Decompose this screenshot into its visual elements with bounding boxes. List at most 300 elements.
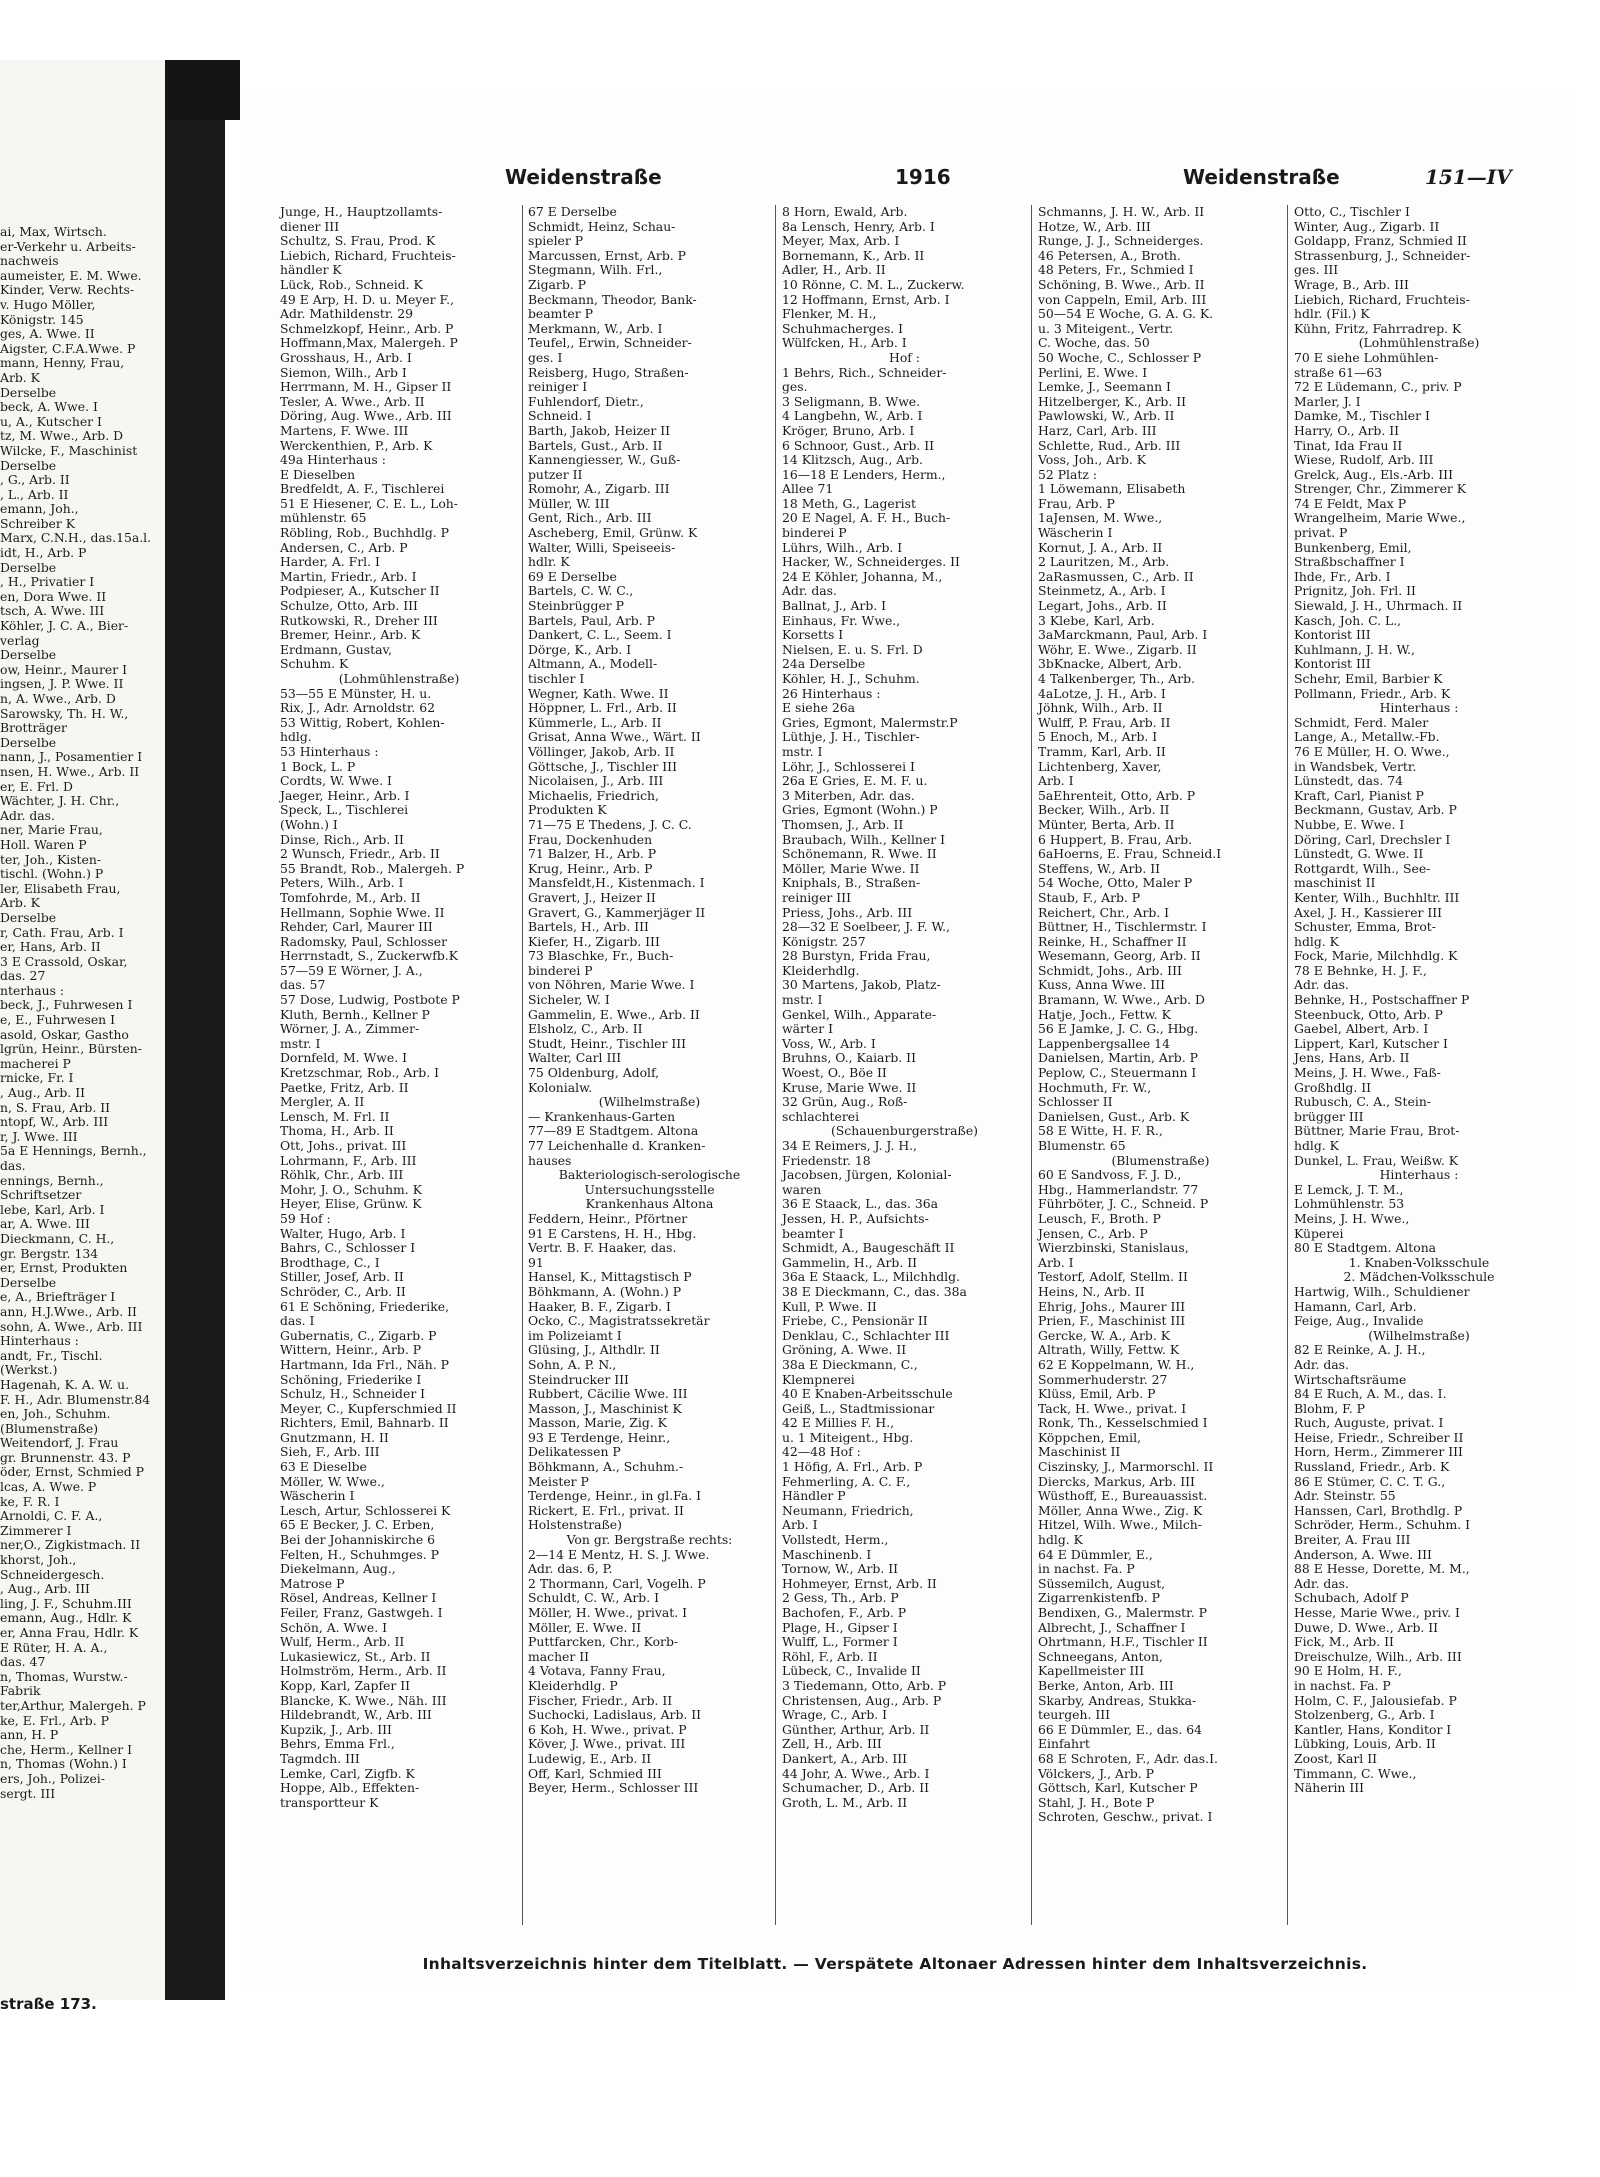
fragment-entry: Brotträger: [0, 720, 67, 736]
directory-entry: Reinke, H., Schaffner II: [1038, 933, 1187, 949]
directory-entry: 66 E Dümmler, E., das. 64: [1038, 1721, 1203, 1737]
directory-entry: Lappenbergsallee 14: [1038, 1035, 1170, 1051]
directory-entry: Vollstedt, Herm.,: [782, 1532, 889, 1548]
directory-entry: Staub, F., Arb. P: [1038, 889, 1141, 905]
directory-entry: Russland, Friedr., Arb. K: [1294, 1459, 1450, 1475]
directory-entry: 6 Schnoor, Gust., Arb. II: [782, 437, 935, 453]
column-divider: [1031, 205, 1032, 1925]
fragment-entry: nachweis: [0, 253, 59, 269]
directory-entry: 53—55 E Münster, H. u.: [280, 685, 432, 701]
directory-entry: Gravert, J., Heizer II: [528, 889, 656, 905]
directory-entry: 2 Wunsch, Friedr., Arb. II: [280, 846, 440, 862]
directory-entry: Bahrs, C., Schlosser I: [280, 1240, 416, 1256]
directory-entry: Ciszinsky, J., Marmorschl. II: [1038, 1459, 1214, 1475]
directory-entry: Röhlk, Chr., Arb. III: [280, 1167, 404, 1183]
directory-entry: 80 E Stadtgem. Altona: [1294, 1240, 1437, 1256]
directory-entry: Schmidt, Heinz, Schau-: [528, 218, 676, 234]
directory-entry: Maschinist II: [1038, 1444, 1121, 1460]
directory-entry: brügger III: [1294, 1108, 1364, 1124]
directory-entry: 24 E Köhler, Johanna, M.,: [782, 568, 943, 584]
directory-entry: Blancke, K. Wwe., Näh. III: [280, 1692, 447, 1708]
directory-entry: Schmanns, J. H. W., Arb. II: [1038, 204, 1205, 219]
directory-entry: Hinterhaus :: [1379, 700, 1459, 716]
directory-entry: Lück, Rob., Schneid. K: [280, 276, 423, 292]
directory-entry: Plage, H., Gipser I: [782, 1619, 898, 1635]
directory-entry: Dinse, Rich., Arb. II: [280, 831, 404, 847]
directory-entry: Grisat, Anna Wwe., Wärt. II: [528, 729, 701, 745]
directory-entry: Krankenhaus Altona: [585, 1196, 714, 1212]
fragment-entry: lcas, A. Wwe. P: [0, 1479, 97, 1495]
directory-entry: Reichert, Chr., Arb. I: [1038, 904, 1170, 920]
directory-entry: Rix, J., Adr. Arnoldstr. 62: [280, 700, 436, 716]
directory-entry: Kruse, Marie Wwe. II: [782, 1079, 917, 1095]
directory-entry: hdlg. K: [1038, 1532, 1083, 1548]
directory-entry: 61 E Schöning, Friederike,: [280, 1298, 450, 1314]
directory-entry: Schumacher, D., Arb. II: [782, 1780, 929, 1796]
directory-entry: Bramann, W. Wwe., Arb. D: [1038, 992, 1205, 1008]
fragment-entry: ges, A. Wwe. II: [0, 326, 95, 342]
directory-entry: Testorf, Adolf, Stellm. II: [1038, 1269, 1188, 1285]
directory-entry: Kraft, Carl, Pianist P: [1294, 787, 1424, 803]
directory-entry: Döring, Carl, Drechsler I: [1294, 831, 1451, 847]
directory-entry: Schubach, Adolf P: [1294, 1590, 1409, 1606]
directory-entry: 6aHoerns, E. Frau, Schneid.I: [1038, 846, 1222, 862]
directory-entry: Schroten, Geschw., privat. I: [1038, 1809, 1213, 1825]
directory-entry: Fischer, Friedr., Arb. II: [528, 1692, 673, 1708]
directory-entry: Hohmeyer, Ernst, Arb. II: [782, 1575, 937, 1591]
directory-entry: Dreischulze, Wilh., Arb. III: [1294, 1648, 1462, 1664]
directory-entry: Priess, Johs., Arb. III: [782, 904, 913, 920]
fragment-entry: u, A., Kutscher I: [0, 413, 102, 429]
directory-entry: Kull, P. Wwe. II: [782, 1298, 877, 1314]
fragment-entry: Arb. K: [0, 895, 40, 911]
fragment-entry: er, E. Frl. D: [0, 778, 73, 794]
fragment-entry: , H., Privatier I: [0, 574, 95, 590]
fragment-entry: Arnoldi, C. F. A.,: [0, 1508, 103, 1524]
directory-entry: Sicheler, W. I: [528, 992, 610, 1008]
directory-entry: Hotze, W., Arb. III: [1038, 218, 1151, 234]
directory-entry: Voss, W., Arb. I: [782, 1035, 876, 1051]
directory-entry: 20 E Nagel, A. F. H., Buch-: [782, 510, 951, 526]
directory-entry: in nachst. Fa. P: [1038, 1561, 1135, 1577]
directory-entry: 50 Woche, C., Schlosser P: [1038, 349, 1202, 365]
directory-entry: Marler, J. I: [1294, 393, 1361, 409]
directory-entry: Thoma, H., Arb. II: [280, 1123, 394, 1139]
directory-entry: Legart, Johs., Arb. II: [1038, 598, 1167, 614]
directory-entry: Köver, J. Wwe., privat. III: [528, 1736, 686, 1752]
directory-entry: Studt, Heinr., Tischler III: [528, 1035, 687, 1051]
fragment-entry: ow, Heinr., Maurer I: [0, 661, 127, 677]
directory-entry: Ehrig, Johs., Maurer III: [1038, 1298, 1186, 1314]
column-1: [280, 205, 518, 1925]
directory-entry: 63 E Dieselbe: [280, 1459, 367, 1475]
directory-entry: Büttner, Marie Frau, Brot-: [1294, 1123, 1460, 1139]
directory-entry: Korsetts I: [782, 627, 844, 643]
directory-entry: 42 E Millies F. H.,: [782, 1415, 895, 1431]
directory-entry: Göttsch, Karl, Kutscher P: [1038, 1780, 1198, 1796]
directory-entry: Harry, O., Arb. II: [1294, 422, 1399, 438]
fragment-entry: er, Anna Frau, Hdlr. K: [0, 1625, 139, 1640]
directory-entry: Böhkmann, A. (Wohn.) P: [528, 1283, 682, 1299]
book-spine: [165, 60, 225, 2000]
directory-entry: Rottgardt, Wilh., See-: [1294, 860, 1431, 876]
column-2: [528, 205, 771, 1925]
directory-entry: 38a E Dieckmann, C.,: [782, 1356, 918, 1372]
directory-entry: Ott, Johs., privat. III: [280, 1138, 407, 1153]
directory-entry: Kontorist III: [1294, 656, 1371, 672]
directory-entry: Sieh, F., Arb. III: [280, 1444, 380, 1460]
directory-entry: 64 E Dümmler, E.,: [1038, 1546, 1153, 1562]
directory-entry: Masson, Marie, Zig. K: [528, 1415, 667, 1431]
directory-entry: Hof :: [889, 349, 920, 365]
directory-entry: Zigarrenkistenfb. P: [1038, 1590, 1160, 1606]
fragment-entry: Schreiber K: [0, 515, 76, 531]
directory-entry: beamter P: [528, 306, 593, 322]
directory-entry: Barth, Jakob, Heizer II: [528, 422, 670, 438]
directory-entry: Lüthje, J. H., Tischler-: [782, 729, 920, 745]
directory-entry: Diercks, Markus, Arb. III: [1038, 1473, 1195, 1489]
directory-entry: Adr. Steinstr. 55: [1294, 1488, 1396, 1504]
directory-entry: Bredfeldt, A. F., Tischlerei: [280, 481, 445, 497]
directory-entry: Lichtenberg, Xaver,: [1038, 758, 1162, 774]
directory-entry: Suchocki, Ladislaus, Arb. II: [528, 1707, 702, 1723]
fragment-entry: e, E., Fuhrwesen I: [0, 1012, 115, 1028]
directory-entry: 71—75 E Thedens, J. C. C.: [528, 816, 692, 832]
directory-entry: Wülfcken, H., Arb. I: [782, 335, 907, 351]
directory-entry: Dunkel, L. Frau, Weißw. K: [1294, 1152, 1459, 1168]
fragment-entry: (Blumenstraße): [0, 1420, 99, 1436]
directory-entry: Meyer, Max, Arb. I: [782, 233, 900, 249]
fragment-entry: Hagenah, K. A. W. u.: [0, 1376, 130, 1392]
directory-entry: Adr. das. 6, P.: [528, 1561, 613, 1577]
directory-entry: Lukasiewicz, St., Arb. II: [280, 1648, 431, 1664]
directory-entry: 10 Rönne, C. M. L., Zuckerw.: [782, 276, 965, 292]
directory-entry: Blohm, F. P: [1294, 1400, 1366, 1416]
directory-entry: Kannengiesser, W., Guß-: [528, 452, 681, 468]
directory-entry: Frau, Arb. P: [1038, 495, 1115, 511]
directory-entry: Zigarb. P: [528, 276, 586, 292]
fragment-entry: Fabrik: [0, 1683, 41, 1699]
directory-entry: Cordts, W. Wwe. I: [280, 773, 392, 789]
directory-entry: mstr. I: [782, 743, 823, 759]
fragment-entry: ingsen, J. P. Wwe. II: [0, 676, 124, 692]
directory-entry: Woest, O., Böe II: [782, 1065, 887, 1081]
directory-entry: Timmann, C. Wwe.,: [1294, 1765, 1417, 1781]
fragment-entry: n, Thomas (Wohn.) I: [0, 1756, 127, 1772]
directory-entry: Kupzik, J., Arb. III: [280, 1721, 392, 1737]
directory-entry: Tack, H. Wwe., privat. I: [1038, 1400, 1187, 1416]
directory-entry: 42—48 Hof :: [782, 1444, 861, 1460]
directory-entry: Ludewig, E., Arb. II: [528, 1750, 652, 1766]
directory-entry: Groth, L. M., Arb. II: [782, 1794, 908, 1810]
directory-entry: ges. I: [528, 349, 563, 365]
directory-entry: Heise, Friedr., Schreiber II: [1294, 1429, 1464, 1445]
directory-entry: Arb. I: [782, 1517, 818, 1533]
directory-entry: 57—59 E Wörner, J. A.,: [280, 962, 423, 978]
directory-entry: Danielsen, Martin, Arb. P: [1038, 1050, 1198, 1066]
directory-entry: Podpieser, A., Kutscher II: [280, 583, 440, 599]
directory-entry: Allee 71: [782, 481, 834, 497]
directory-entry: Delikatessen P: [528, 1444, 621, 1460]
directory-entry: E siehe 26a: [782, 700, 856, 716]
directory-entry: Tinat, Ida Frau II: [1294, 437, 1403, 453]
directory-entry: u. 3 Miteigent., Vertr.: [1038, 320, 1174, 336]
directory-entry: Brodthage, C., I: [280, 1254, 380, 1270]
column-5: [1294, 205, 1544, 1925]
directory-entry: Albrecht, J., Schaffner I: [1038, 1619, 1186, 1635]
fragment-entry: nann, J., Posamentier I: [0, 749, 143, 765]
directory-entry: Schulze, Otto, Arb. III: [280, 598, 418, 614]
directory-entry: Gravert, G., Kammerjäger II: [528, 904, 706, 920]
directory-entry: Axel, J. H., Kassierer III: [1294, 904, 1443, 920]
directory-entry: Sohn, A. P. N.,: [528, 1356, 617, 1372]
directory-entry: 36 E Staack, L., das. 36a: [782, 1196, 939, 1212]
directory-entry: 73 Blaschke, Fr., Buch-: [528, 948, 674, 964]
directory-entry: Dankert, A., Arb. III: [782, 1750, 908, 1766]
fragment-entry: Weitendorf, J. Frau: [0, 1435, 119, 1451]
fragment-entry: ke, E. Frl., Arb. P: [0, 1712, 109, 1728]
directory-entry: (Lohmühlenstraße): [338, 671, 460, 686]
directory-entry: im Polizeiamt I: [528, 1327, 622, 1343]
directory-entry: 50—54 E Woche, G. A. G. K.: [1038, 306, 1214, 322]
directory-entry: Schmidt, A., Baugeschäft II: [782, 1240, 955, 1256]
directory-entry: Wittern, Heinr., Arb. P: [280, 1342, 422, 1358]
directory-entry: (Wohn.) I: [280, 816, 338, 832]
directory-entry: 18 Meth, G., Lagerist: [782, 495, 916, 511]
directory-entry: Jöhnk, Wilh., Arb. II: [1038, 700, 1163, 716]
directory-entry: Runge, J. J., Schneiderges.: [1038, 233, 1204, 249]
directory-entry: Goldapp, Franz, Schmied II: [1294, 233, 1467, 249]
directory-entry: Meins, J. H. Wwe., Faß-: [1294, 1065, 1441, 1081]
directory-entry: Wirtschaftsräume: [1294, 1371, 1407, 1387]
fragment-entry: gr. Bergstr. 134: [0, 1245, 99, 1261]
directory-entry: das. I: [280, 1313, 315, 1329]
directory-entry: Fock, Marie, Milchhdlg. K: [1294, 948, 1458, 964]
directory-entry: Werckenthien, P., Arb. K: [280, 437, 433, 453]
directory-entry: E Lemck, J. T. M.,: [1294, 1181, 1404, 1197]
directory-entry: privat. P: [1294, 525, 1348, 541]
directory-entry: 6 Koh, H. Wwe., privat. P: [528, 1721, 687, 1737]
directory-entry: Herrmann, M. H., Gipser II: [280, 379, 452, 395]
directory-entry: Schlosser II: [1038, 1094, 1113, 1110]
directory-entry: Meins, J. H. Wwe.,: [1294, 1210, 1410, 1226]
directory-entry: Wrage, B., Arb. III: [1294, 276, 1409, 292]
directory-entry: Adr. das.: [1294, 1575, 1349, 1591]
directory-entry: Bei der Johanniskirche 6: [280, 1532, 436, 1548]
directory-entry: Adr. das.: [782, 583, 837, 599]
fragment-entry: idt, H., Arb. P: [0, 545, 87, 561]
directory-entry: 3 Miterben, Adr. das.: [782, 787, 915, 803]
directory-entry: 51 E Hiesener, C. E. L., Loh-: [280, 495, 458, 511]
directory-entry: händler K: [280, 262, 342, 278]
directory-entry: 44 Johr, A. Wwe., Arb. I: [782, 1765, 930, 1781]
directory-entry: Wierzbinski, Stanislaus,: [1038, 1240, 1189, 1256]
fragment-entry: Arb. K: [0, 369, 40, 385]
directory-entry: Möller, Anna Wwe., Zig. K: [1038, 1502, 1203, 1518]
fragment-entry: , L., Arb. II: [0, 486, 69, 502]
directory-entry: teurgeh. III: [1038, 1707, 1111, 1723]
directory-entry: spieler P: [528, 233, 584, 249]
directory-entry: Puttfarcken, Chr., Korb-: [528, 1634, 679, 1650]
fragment-entry: Adr. das.: [0, 807, 55, 823]
directory-entry: 67 E Derselbe: [528, 204, 617, 219]
fragment-entry: Wilcke, F., Maschinist: [0, 442, 138, 458]
directory-entry: Horn, Herm., Zimmerer III: [1294, 1444, 1463, 1460]
directory-entry: 1 Bock, L. P: [280, 758, 356, 774]
directory-entry: Stiller, Josef, Arb. II: [280, 1269, 404, 1285]
directory-entry: Höppner, L. Frl., Arb. II: [528, 700, 677, 716]
directory-entry: 2 Gess, Th., Arb. P: [782, 1590, 899, 1606]
header-year: 1916: [895, 165, 951, 189]
directory-entry: Gercke, W. A., Arb. K: [1038, 1327, 1170, 1343]
fragment-entry: ennings, Bernh.,: [0, 1172, 104, 1188]
directory-entry: Harder, A. Frl. I: [280, 554, 380, 570]
directory-entry: Möller, Marie Wwe. II: [782, 860, 920, 876]
directory-entry: Winter, Aug., Zigarb. II: [1294, 218, 1440, 234]
directory-entry: Geiß, L., Stadtmissionar: [782, 1400, 935, 1416]
directory-entry: (Lohmühlenstraße): [1358, 335, 1480, 351]
directory-entry: Otto, C., Tischler I: [1294, 204, 1410, 219]
directory-entry: Steinbrügger P: [528, 598, 624, 614]
directory-entry: ges.: [782, 379, 808, 395]
directory-entry: Röhl, F., Arb. II: [782, 1648, 878, 1664]
directory-entry: Schneid. I: [528, 408, 592, 424]
directory-entry: E Dieselben: [280, 466, 356, 482]
directory-entry: Beckmann, Gustav, Arb. P: [1294, 802, 1457, 818]
directory-entry: Völlinger, Jakob, Arb. II: [528, 743, 675, 759]
directory-entry: Königstr. 257: [782, 933, 866, 949]
fragment-entry: Sarowsky, Th. H. W.,: [0, 705, 129, 721]
directory-entry: Lippert, Karl, Kutscher I: [1294, 1035, 1448, 1051]
fragment-entry: lebe, Karl, Arb. I: [0, 1201, 105, 1217]
directory-entry: Richters, Emil, Bahnarb. II: [280, 1415, 449, 1431]
directory-entry: mstr. I: [782, 992, 823, 1008]
directory-entry: 2aRasmussen, C., Arb. II: [1038, 568, 1194, 584]
directory-entry: Heyer, Elise, Grünw. K: [280, 1196, 422, 1212]
directory-entry: Schmelzkopf, Heinr., Arb. P: [280, 320, 454, 336]
directory-entry: 82 E Reinke, A. J. H.,: [1294, 1342, 1426, 1358]
directory-entry: Erdmann, Gustav,: [280, 641, 392, 657]
directory-entry: 54 Woche, Otto, Maler P: [1038, 875, 1193, 891]
directory-entry: 55 Brandt, Rob., Malergeh. P: [280, 860, 465, 876]
directory-entry: Schehr, Emil, Barbier K: [1294, 671, 1443, 686]
directory-entry: 77—89 E Stadtgem. Altona: [528, 1123, 699, 1139]
fragment-entry: emann, Aug., Hdlr. K: [0, 1610, 132, 1626]
directory-entry: mstr. I: [280, 1035, 321, 1051]
directory-entry: Voss, Joh., Arb. K: [1038, 452, 1147, 468]
directory-entry: Bremer, Heinr., Arb. K: [280, 627, 421, 643]
directory-entry: Ballnat, J., Arb. I: [782, 598, 887, 614]
directory-entry: von Cappeln, Emil, Arb. III: [1038, 291, 1207, 307]
directory-entry: Junge, H., Hauptzollamts-: [280, 204, 443, 219]
directory-entry: 74 E Feldt, Max P: [1294, 495, 1407, 511]
fragment-entry: en, Dora Wwe. II: [0, 588, 107, 604]
directory-entry: Dörge, K., Arb. I: [528, 641, 632, 657]
directory-entry: Kapellmeister III: [1038, 1663, 1145, 1679]
header-right-title: Weidenstraße: [1183, 165, 1340, 189]
directory-entry: Flenker, M. H.,: [782, 306, 877, 322]
directory-entry: 68 E Schroten, F., Adr. das.I.: [1038, 1750, 1218, 1766]
directory-entry: Jaeger, Heinr., Arb. I: [280, 787, 410, 803]
directory-entry: C. Woche, das. 50: [1038, 335, 1150, 351]
directory-entry: 84 E Ruch, A. M., das. I.: [1294, 1386, 1447, 1402]
directory-entry: Rutkowski, R., Dreher III: [280, 612, 438, 628]
directory-entry: Produkten K: [528, 802, 607, 818]
directory-entry: 38 E Dieckmann, C., das. 38a: [782, 1283, 967, 1299]
directory-entry: 2. Mädchen-Volksschule: [1343, 1269, 1495, 1285]
directory-entry: Müller, W. III: [528, 495, 610, 511]
directory-entry: u. 1 Miteigent., Hbg.: [782, 1429, 914, 1445]
directory-entry: 72 E Lüdemann, C., priv. P: [1294, 379, 1462, 395]
directory-entry: Gries, Egmont (Wohn.) P: [782, 802, 938, 818]
directory-entry: Skarby, Andreas, Stukka-: [1038, 1692, 1197, 1708]
directory-entry: 4 Langbehn, W., Arb. I: [782, 408, 923, 424]
directory-entry: Hansel, K., Mittagstisch P: [528, 1269, 692, 1285]
directory-entry: Lünstedt, G. Wwe. II: [1294, 846, 1424, 862]
directory-entry: Wäscherin I: [280, 1488, 355, 1504]
directory-entry: Steindrucker III: [528, 1371, 629, 1387]
directory-entry: Marcussen, Ernst, Arb. P: [528, 247, 687, 263]
directory-entry: Rubusch, C. A., Stein-: [1294, 1094, 1431, 1110]
directory-entry: Kontorist III: [1294, 627, 1371, 643]
directory-entry: 69 E Derselbe: [528, 568, 617, 584]
directory-entry: Lesch, Artur, Schlosserei K: [280, 1502, 451, 1518]
directory-entry: Fehmerling, A. C. F.,: [782, 1473, 911, 1489]
fragment-entry: n, Thomas, Wurstw.-: [0, 1668, 128, 1684]
directory-entry: 93 E Terdenge, Heinr.,: [528, 1429, 671, 1445]
directory-entry: 86 E Stümer, C. C. T. G.,: [1294, 1473, 1446, 1489]
directory-entry: Romohr, A., Zigarb. III: [528, 481, 670, 497]
directory-entry: Masson, J., Maschinist K: [528, 1400, 682, 1416]
directory-entry: Führböter, J. C., Schneid. P: [1038, 1196, 1209, 1212]
fragment-entry: Derselbe: [0, 734, 57, 750]
directory-entry: Liebich, Richard, Fruchteis-: [280, 247, 456, 263]
fragment-entry: er-Verkehr u. Arbeits-: [0, 238, 136, 254]
directory-entry: Peters, Wilh., Arb. I: [280, 875, 404, 891]
directory-entry: 53 Hinterhaus :: [280, 743, 379, 759]
directory-entry: Prien, F., Maschinist III: [1038, 1313, 1186, 1329]
directory-entry: 52 Platz :: [1038, 466, 1098, 482]
column-4: [1038, 205, 1283, 1925]
header-page-number: 151—IV: [1425, 165, 1512, 189]
directory-entry: Off, Karl, Schmied III: [528, 1765, 662, 1781]
directory-entry: Röbling, Rob., Buchhdlg. P: [280, 525, 449, 541]
fragment-entry: ai, Max, Wirtsch.: [0, 224, 107, 239]
directory-entry: Felten, H., Schuhmges. P: [280, 1546, 439, 1562]
fragment-entry: lgrün, Heinr., Bürsten-: [0, 1041, 142, 1057]
directory-entry: 75 Oldenburg, Adolf,: [528, 1065, 660, 1081]
directory-entry: Hildebrandt, W., Arb. III: [280, 1707, 432, 1723]
directory-entry: 4 Talkenberger, Th., Arb.: [1038, 671, 1195, 686]
directory-entry: 77 Leichenhalle d. Kranken-: [528, 1138, 706, 1153]
directory-entry: 5 Enoch, M., Arb. I: [1038, 729, 1158, 745]
directory-entry: 3 Klebe, Karl, Arb.: [1038, 612, 1155, 628]
directory-entry: Siewald, J. H., Uhrmach. II: [1294, 598, 1463, 614]
fragment-entry: gr. Brunnenstr. 43. P: [0, 1449, 131, 1465]
directory-entry: 53 Wittig, Robert, Kohlen-: [280, 714, 445, 730]
directory-entry: hdlr. K: [528, 554, 570, 570]
directory-entry: Liebich, Richard, Fruchteis-: [1294, 291, 1470, 307]
directory-entry: 62 E Koppelmann, W. H.,: [1038, 1356, 1195, 1372]
directory-entry: Mansfeldt,H., Kistenmach. I: [528, 875, 705, 891]
directory-entry: Bendixen, G., Malermstr. P: [1038, 1605, 1207, 1620]
directory-entry: Hinterhaus :: [1379, 1167, 1459, 1183]
directory-entry: 88 E Hesse, Dorette, M. M.,: [1294, 1561, 1470, 1577]
fragment-entry: tsch, A. Wwe. III: [0, 603, 105, 619]
directory-entry: 3bKnacke, Albert, Arb.: [1038, 656, 1182, 672]
page-footer-note: Inhaltsverzeichnis hinter dem Titelblatt. — Verspätete Altonaer Adressen hinter dem Inhaltsverzeichnis.: [422, 1955, 1368, 1973]
directory-entry: Tornow, W., Arb. II: [782, 1561, 898, 1577]
